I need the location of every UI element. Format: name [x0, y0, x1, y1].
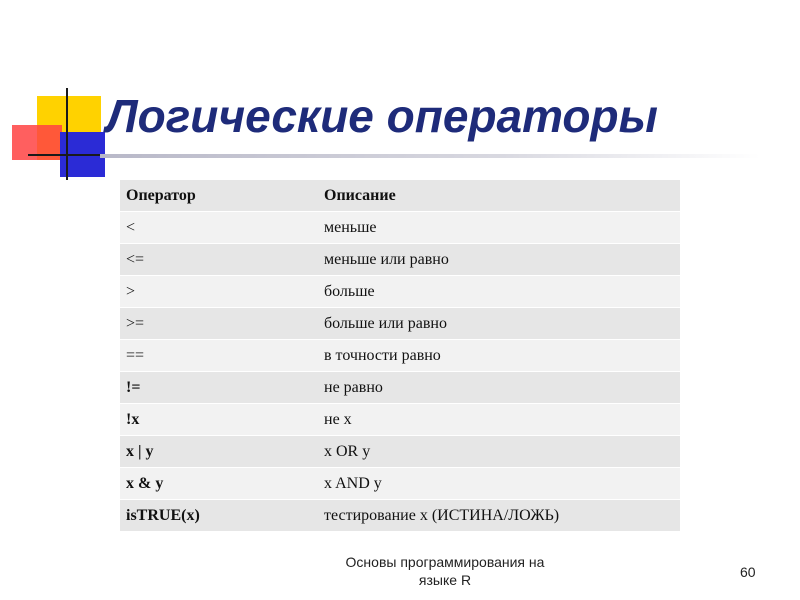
table-row: [120, 404, 680, 436]
operator-cell: >: [120, 276, 318, 308]
table-row: [120, 500, 680, 532]
operator-cell: !=: [120, 372, 318, 404]
operator-cell: x | y: [120, 436, 318, 468]
description-cell: тестирование x (ИСТИНА/ЛОЖЬ): [318, 500, 680, 532]
slide-footer: Основы программирования на языке R: [345, 554, 545, 588]
description-cell: меньше или равно: [318, 244, 680, 276]
table-header-row: [120, 180, 680, 212]
operator-cell: isTRUE(x): [120, 500, 318, 532]
table-row: [120, 308, 680, 340]
logo-vertical-line: [66, 88, 68, 180]
header-description: Описание: [318, 180, 680, 212]
description-cell: не равно: [318, 372, 680, 404]
table-row: [120, 468, 680, 500]
description-cell: меньше: [318, 212, 680, 244]
description-cell: в точности равно: [318, 340, 680, 372]
title-underline: [100, 154, 760, 158]
table-row: [120, 212, 680, 244]
table-row: [120, 244, 680, 276]
description-cell: x AND y: [318, 468, 680, 500]
slide-title: Логические операторы: [106, 90, 658, 142]
table-row: [120, 372, 680, 404]
operator-cell: >=: [120, 308, 318, 340]
table-row: [120, 436, 680, 468]
operator-cell: !x: [120, 404, 318, 436]
description-cell: больше: [318, 276, 680, 308]
operator-cell: <=: [120, 244, 318, 276]
operators-table: [120, 180, 680, 532]
description-cell: не x: [318, 404, 680, 436]
operator-cell: x & y: [120, 468, 318, 500]
page-number: 60: [740, 564, 756, 580]
description-cell: x OR y: [318, 436, 680, 468]
operator-cell: ==: [120, 340, 318, 372]
header-operator: Оператор: [120, 180, 318, 212]
operator-cell: <: [120, 212, 318, 244]
table-row: [120, 340, 680, 372]
table-row: [120, 276, 680, 308]
description-cell: больше или равно: [318, 308, 680, 340]
